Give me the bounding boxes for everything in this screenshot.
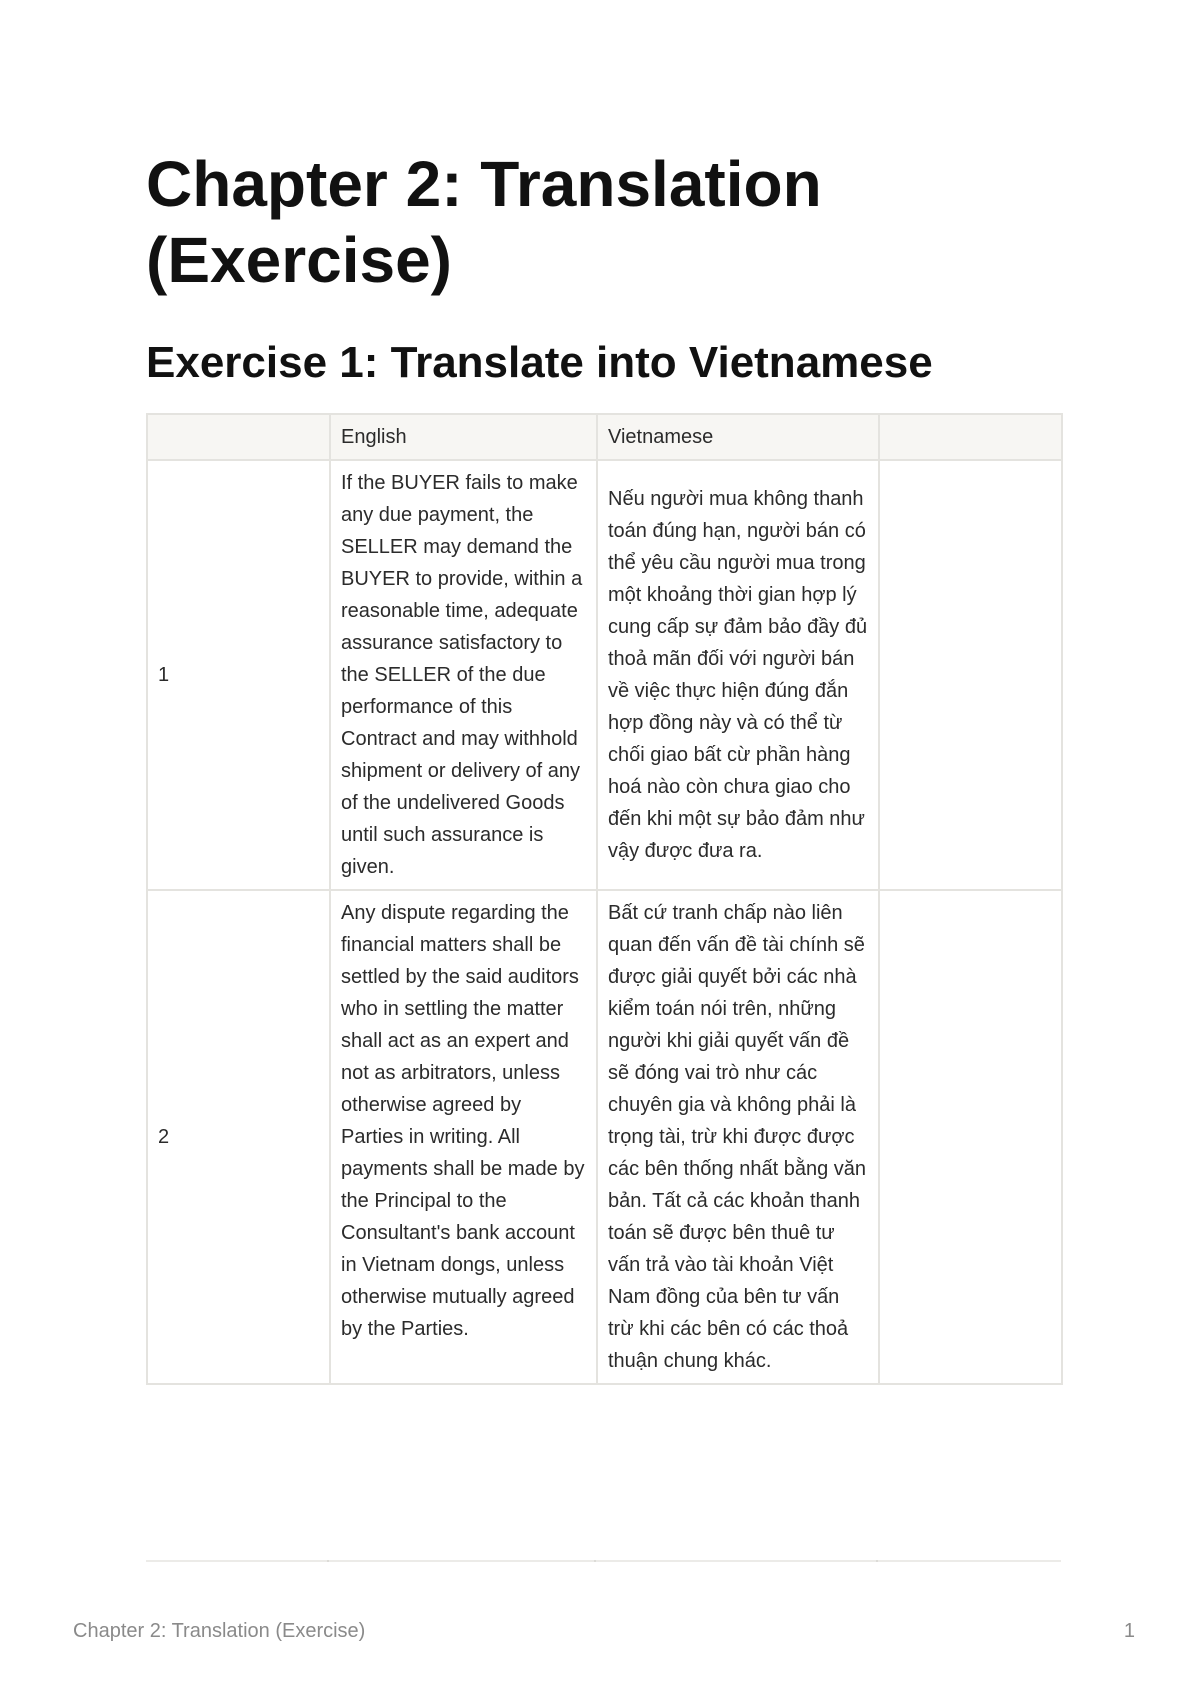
header-vietnamese: Vietnamese (597, 414, 879, 460)
english-text: If the BUYER fails to make any due payment, the SELLER may demand the BUYER to provide, within a reasonable time, adequate assurance satisfactory to the SELLER of the due performance of this Contract and may withhold shipment or delivery of any of the undelivered Goods until such assurance is given. (330, 460, 597, 890)
row-number: 1 (147, 460, 330, 890)
header-extra (879, 414, 1062, 460)
table-row (147, 460, 1062, 890)
rule-tick (594, 1560, 596, 1562)
header-english: English (330, 414, 597, 460)
rule-tick (876, 1560, 878, 1562)
section-heading: Exercise 1: Translate into Vietnamese (146, 338, 933, 387)
page-title: Chapter 2: Translation (Exercise) (146, 148, 822, 296)
rule-tick (327, 1560, 329, 1562)
empty-table-rule (146, 1560, 1061, 1562)
table-row (147, 890, 1062, 1384)
table-header-row (147, 414, 1062, 460)
extra-cell (879, 890, 1062, 1384)
table-body (147, 460, 1062, 1384)
extra-cell (879, 460, 1062, 890)
row-number: 2 (147, 890, 330, 1384)
vietnamese-text: Nếu người mua không thanh toán đúng hạn, người bán có thể yêu cầu người mua trong một khoảng thời gian hợp lý cung cấp sự đảm bảo đầy đủ thoả mãn đối với người bán về việc thực hiện đúng đắn hợp đồng này và có thể từ chối giao bất cừ phần hàng hoá nào còn chưa giao cho đến khi một sự bảo đảm như vậy được đưa ra. (597, 460, 879, 890)
footer-page-number: 1 (1123, 1620, 1135, 1642)
header-number (147, 414, 330, 460)
table-header (147, 414, 1062, 460)
translation-table (146, 413, 1063, 1385)
english-text: Any dispute regarding the financial matters shall be settled by the said auditors who in settling the matter shall act as an expert and not as arbitrators, unless otherwise agreed by Parties in writing. All payments shall be made by the Principal to the Consultant's bank account in Vietnam dongs, unless otherwise mutually agreed by the Parties. (330, 890, 597, 1384)
footer-title: Chapter 2: Translation (Exercise) (73, 1620, 366, 1642)
vietnamese-text: Bất cứ tranh chấp nào liên quan đến vấn đề tài chính sẽ được giải quyết bởi các nhà kiểm toán nói trên, những người khi giải quyết vấn đề sẽ đóng vai trò như các chuyên gia và không phải là trọng tài, trừ khi được được các bên thống nhất bằng văn bản. Tất cả các khoản thanh toán sẽ được bên thuê tư vấn trả vào tài khoản Việt Nam đồng của bên tư vấn trừ khi các bên có các thoả thuận chung khác. (597, 890, 879, 1384)
